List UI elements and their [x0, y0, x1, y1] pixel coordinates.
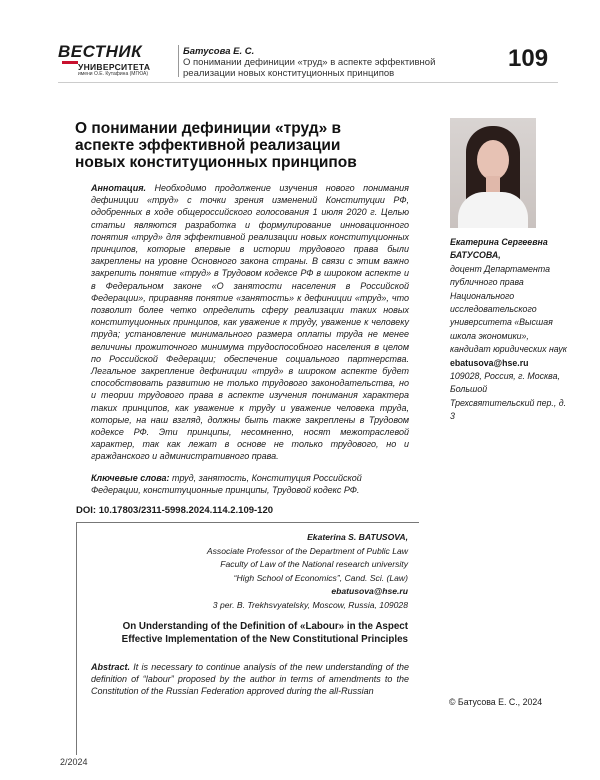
issue-footer: 2/2024: [60, 757, 88, 767]
journal-logo: [58, 42, 178, 78]
header-rule: [58, 82, 558, 83]
logo-sub-text: УНИВЕРСИТЕТА: [78, 62, 151, 72]
page-number: 109: [508, 45, 549, 72]
header-running-title: О понимании дефиниции «труд» в аспекте эффективной реализации новых конституционных принципов: [183, 57, 436, 79]
abstract-label: Аннотация.: [91, 183, 146, 193]
author-info-ru: [450, 236, 568, 424]
author-email-en[interactable]: ebatusova@hse.ru: [331, 586, 408, 596]
logo-main-text: ВЕСТНИК: [58, 42, 143, 61]
author-address-en: 3 per. B. Trekhsvyatelsky, Moscow, Russia, 109028: [212, 599, 408, 610]
author-name-en: Ekaterina S. BATUSOVA,: [307, 532, 408, 542]
article-title: О понимании дефиниции «труд» в аспекте эффективной реализации новых конституционных принципов: [75, 120, 357, 171]
header-divider: [178, 45, 179, 77]
author-line1-en: Associate Professor of the Department of Public Law: [206, 545, 408, 556]
keywords-label: Ключевые слова:: [91, 473, 170, 483]
header-author: Батусова Е. С.: [183, 46, 255, 57]
logo-accent-bar: [62, 61, 78, 64]
abstract-en: [91, 661, 409, 698]
copyright: © Батусова Е. С., 2024: [449, 697, 543, 707]
abstract-text-en: It is necessary to continue analysis of the new understanding of the definition of “labour” proposed by the author in terms of amendments to the Constitution of the Russian Federation approved during the all-Russian: [91, 662, 409, 697]
article-title-en: On Understanding of the Definition of «Labour» in the Aspect Effective Implementation of the New Constitutional Principles: [121, 621, 408, 645]
abstract-text: Необходимо продолжение изучения нового понимания дефиниции «труд» с точки зрения изменений Конституции РФ, одобренных в ходе общероссийского голосования 1 июля 2020 г. Целью статьи являются разработка и формулирование инновационного понятия «труд» для эффективной реализации новых конституционных принципов, которые впервые в истории трудового права были закреплены на уровне Основного закона страны. В связи с этим важно закрепить понятие «труд» в Трудовом кодексе РФ в широком аспекте и в Федеральном законе «О занятости населения в Российской Федерации», приравняв понятие «занятость» к дефиниции «труд», что позволит более четко определить сферу реализации таких новых конституционных принципов, как уважение к труду, уважение к человеку труда; установление минимального размера оплаты труда не менее величины прожиточного минимума трудоспособного населения в целом по Российской Федерации; обеспечение социального партнерства. Легальное закрепление дефиниции «труд» в широком аспекте будет способствовать развитию не только трудового законодательства, но и теории трудового права в аспекте изучения понимания характера таких принципов, как уважение к труду и уважение человека труда, которые, на наш взгляд, должны быть также закреплены в Трудовом кодексе РФ. Эти принципы, несомненно, носят межотраслевой характер, так как лежат в основе не только трудового, но и гражданского и административного права.: [91, 183, 409, 462]
author-name-ru: Екатерина Сергеевна БАТУСОВА,: [450, 237, 548, 261]
keywords-ru: [91, 472, 409, 496]
author-line2-en: Faculty of Law of the National research university: [220, 559, 408, 569]
author-email-ru[interactable]: ebatusova@hse.ru: [450, 357, 529, 368]
doi[interactable]: DOI: 10.17803/2311-5998.2024.114.2.109-120: [76, 505, 274, 516]
author-address-ru: 109028, Россия, г. Москва, Большой Трехсвятительский пер., д. 3: [450, 371, 567, 422]
abstract-label-en: Abstract.: [91, 662, 131, 672]
author-photo: [450, 118, 536, 228]
author-info-en: [200, 531, 408, 612]
abstract-ru: [91, 182, 409, 463]
logo-sub2-text: имени О.Е. Кутафина (МГЮА): [78, 71, 149, 77]
author-line3-en: “High School of Economics”, Cand. Sci. (Law): [233, 572, 408, 583]
author-position-ru: доцент Департамента публичного права Национального исследовательского университета «Высшая школа экономики», кандидат юридических наук: [450, 263, 567, 355]
keywords-text: труд, занятость, Конституция Российской Федерации, конституционные принципы, Трудовой кодекс РФ.: [91, 473, 362, 496]
